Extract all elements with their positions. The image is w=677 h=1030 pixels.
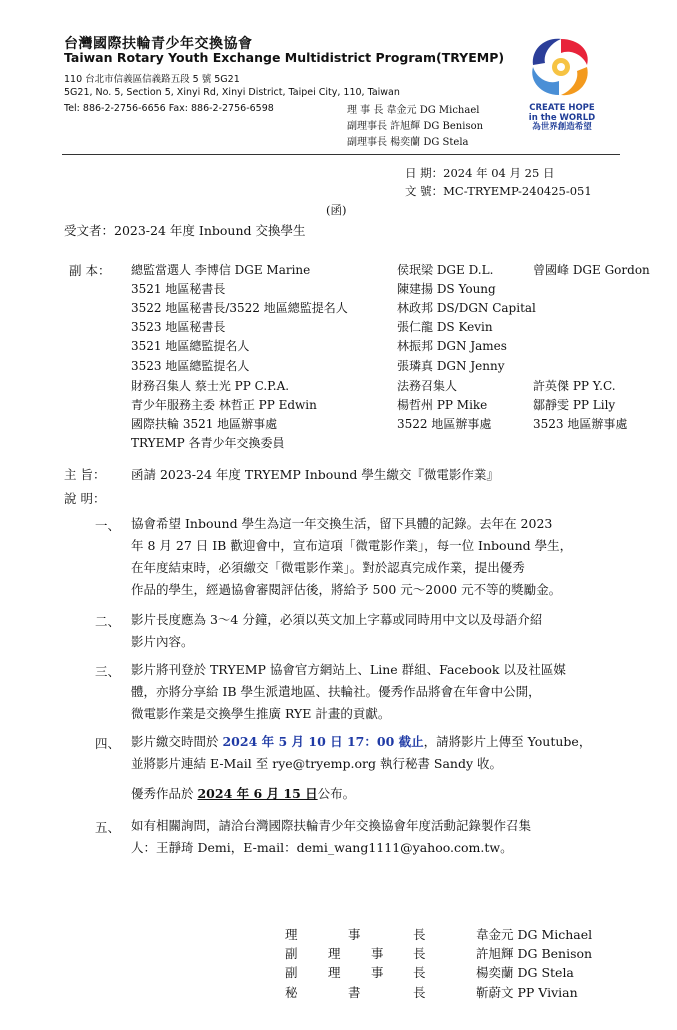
rotary-logo	[527, 35, 595, 99]
cc-line: 陳建揚 DS Young	[397, 282, 496, 296]
cc-line: 3522 地區秘書長/3522 地區總監提名人	[131, 301, 348, 315]
item-line: 在年度結束時，必須繳交「微電影作業」。對於認真完成作業，提出優秀	[131, 560, 525, 575]
explanation-item	[131, 609, 631, 653]
item-line: 微電影作業是交換學生推廣 RYE 計畫的貢獻。	[131, 706, 391, 721]
address-en: 5G21, No. 5, Section 5, Xinyi Rd, Xinyi District, Taipei City, 110, Taiwan	[64, 87, 400, 98]
sig-name: 許旭輝 DG Benison	[476, 946, 593, 961]
logo-slogan-line: in the WORLD	[528, 112, 596, 123]
sig-title-char: 事	[371, 965, 384, 980]
chair-line: 理 事 長 韋金元 DG Michael	[347, 105, 480, 116]
item-number: 五、	[95, 820, 121, 835]
cc-line: 鄒靜雯 PP Lily	[533, 398, 616, 412]
logo-slogan-line: CREATE HOPE	[529, 103, 595, 113]
announce-line	[131, 783, 631, 805]
deadline-highlight: 2024 年 5 月 10 日 17：00 截止	[222, 734, 424, 749]
cc-line: 張璘真 DGN Jenny	[397, 359, 505, 373]
cc-line: 財務召集人 蔡士光 PP C.P.A.	[131, 379, 290, 393]
item-number: 四、	[95, 736, 121, 751]
item-text: 公布。	[317, 786, 356, 801]
announce-date: 2024 年 6 月 15 日	[197, 786, 318, 801]
item-text: ，請將影片上傳至 Youtube，	[423, 734, 592, 749]
cc-line: 楊哲州 PP Mike	[397, 398, 488, 412]
cc-line: 3523 地區辦事處	[533, 417, 628, 431]
item-line: 影片長度應為 3～4 分鐘，必須以英文加上字幕或同時用中文以及母語介紹	[131, 612, 543, 627]
item-line: 協會希望 Inbound 學生為這一年交換生活，留下具體的記錄。去年在 2023	[131, 516, 553, 531]
sig-title-char: 副	[285, 965, 298, 980]
cc-line: 青少年服務主委 林哲正 PP Edwin	[131, 398, 317, 412]
cc-line: 3521 地區總監提名人	[131, 339, 250, 353]
header-divider	[62, 154, 620, 155]
cc-line: 3522 地區辦事處	[397, 417, 492, 431]
chair-line: 副理事長 許旭輝 DG Benison	[347, 121, 484, 132]
sig-title-char: 事	[348, 927, 361, 942]
cc-line: 總監當選人 李博信 DGE Marine	[131, 263, 311, 277]
item-line: 體，亦將分享給 IB 學生派遣地區、扶輪社。優秀作品將會在年會中公開，	[131, 684, 541, 699]
chair-line: 副理事長 楊奕蘭 DG Stela	[347, 137, 469, 148]
logo-slogan	[520, 104, 604, 133]
item-number: 三、	[95, 664, 121, 679]
sig-title-char: 事	[371, 946, 384, 961]
explanation-item	[131, 815, 631, 859]
item-line: 並將影片連結 E-Mail 至 rye@tryemp.org 執行秘書 Sandy 收。	[131, 756, 503, 771]
cc-line: TRYEMP 各青少年交換委員	[131, 436, 285, 450]
address-zh: 110 台北市信義區信義路五段 5 號 5G21	[64, 74, 240, 85]
item-line: 年 8 月 27 日 IB 歡迎會中，宣布這項「微電影作業」，每一位 Inbound 學生，	[131, 538, 573, 553]
item-line	[131, 731, 631, 753]
cc-line: 法務召集人	[397, 379, 458, 393]
sig-title-char: 長	[413, 985, 426, 1000]
sig-name: 韋金元 DG Michael	[476, 927, 593, 942]
sig-title-char: 長	[413, 946, 426, 961]
doc-number: 文 號：MC-TRYEMP-240425-051	[405, 184, 592, 198]
item-line: 如有相關詢問，請洽台灣國際扶輪青少年交換協會年度活動記錄製作召集	[131, 818, 532, 833]
cc-line: 3523 地區總監提名人	[131, 359, 250, 373]
cc-line: 侯珉梁 DGE D.L.	[397, 263, 494, 277]
subject-text: 函請 2023-24 年度 TRYEMP Inbound 學生繳交『微電影作業』	[131, 467, 499, 482]
org-name-zh: 台灣國際扶輪青少年交換協會	[64, 36, 253, 52]
sig-title-char: 理	[328, 965, 341, 980]
sig-title-char: 理	[328, 946, 341, 961]
cc-line: 3523 地區秘書長	[131, 320, 226, 334]
item-text: 優秀作品於	[131, 786, 198, 801]
explanation-label: 說 明：	[64, 491, 106, 506]
item-text: 影片繳交時間於	[131, 734, 223, 749]
sig-title-char: 副	[285, 946, 298, 961]
subject-label: 主 旨：	[64, 467, 106, 482]
sig-name: 靳蔚文 PP Vivian	[476, 985, 578, 1000]
recipient: 受文者：2023-24 年度 Inbound 交換學生	[64, 223, 306, 238]
sig-name: 楊奕蘭 DG Stela	[476, 965, 574, 980]
letter-type: (函)	[326, 203, 347, 217]
cc-line: 許英傑 PP Y.C.	[533, 379, 616, 393]
item-line: 作品的學生，經過協會審閱評估後，將給予 500 元～2000 元不等的獎勵金。	[131, 582, 562, 597]
tel-fax: Tel: 886-2-2756-6656 Fax: 886-2-2756-6598	[64, 103, 274, 114]
sig-title-char: 長	[413, 927, 426, 942]
item-line: 影片內容。	[131, 634, 194, 649]
explanation-item	[131, 513, 631, 601]
cc-line: 國際扶輪 3521 地區辦事處	[131, 417, 278, 431]
sig-title-char: 秘	[285, 985, 298, 1000]
cc-line: 3521 地區秘書長	[131, 282, 226, 296]
cc-line: 林振邦 DGN James	[397, 339, 507, 353]
explanation-item	[131, 731, 631, 775]
item-line: 人：王靜琦 Demi，E-mail：demi_wang1111@yahoo.com.tw。	[131, 840, 513, 855]
cc-line: 曾國峰 DGE Gordon	[533, 263, 650, 277]
cc-line: 林政邦 DS/DGN Capital	[397, 301, 536, 315]
sig-title-char: 長	[413, 965, 426, 980]
sig-title-char: 理	[285, 927, 298, 942]
item-number: 一、	[95, 518, 121, 533]
logo-slogan-line: 為世界創造希望	[532, 122, 592, 132]
sig-title-char: 書	[348, 985, 361, 1000]
item-line: 影片將刊登於 TRYEMP 協會官方網站上、Line 群組、Facebook 以及社區媒	[131, 662, 566, 677]
item-number: 二、	[95, 614, 121, 629]
explanation-item	[131, 659, 631, 725]
cc-label: 副 本：	[69, 263, 111, 278]
org-name-en: Taiwan Rotary Youth Exchange Multidistrict Program(TRYEMP)	[64, 50, 505, 65]
doc-date: 日 期：2024 年 04 月 25 日	[405, 166, 555, 180]
cc-line: 張仁龍 DS Kevin	[397, 320, 493, 334]
